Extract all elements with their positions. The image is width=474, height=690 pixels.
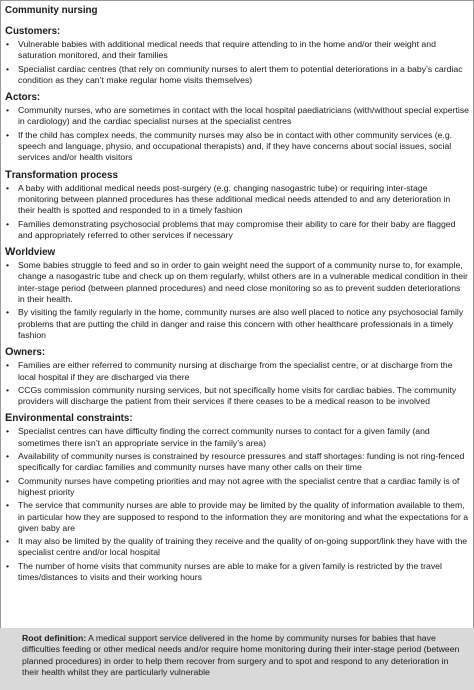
bullet-list bbox=[5, 105, 469, 163]
list-item-text: It may also be limited by the quality of training they receive and the quality of on-going support/link they have with the specialist centre and/or local hospital bbox=[18, 536, 468, 558]
heading-initial: C bbox=[5, 25, 13, 37]
list-item-text: By visiting the family regularly in the home, community nurses are also well placed to notice any psychosocial family problems that are putting the child in danger and raise this concern with other healthcare professionals in a timely fashion bbox=[18, 307, 464, 340]
heading-initial: T bbox=[5, 168, 12, 181]
list-item-text: CCGs commission community nursing services, but not specifically home visits for cardiac babies. The community providers will discharge the patient from their services if there ceases to be a medical reason to be involved bbox=[18, 384, 457, 407]
bullet-icon: • bbox=[6, 129, 10, 140]
section-heading bbox=[5, 246, 469, 259]
list-item-text: A baby with additional medical needs post-surgery (e.g. changing nasogastric tube) or requiring inter-stage monitoring between planned procedures has these additional medical needs attended to and any deterioration in their health is spotted and responded to in a timely fashion bbox=[18, 182, 451, 216]
bullet-list bbox=[5, 39, 469, 86]
section-actors bbox=[5, 91, 469, 163]
list-item-text: Specialist centres can have difficulty finding the correct community nurses to contact for a given family (and sometimes there isn’t an appropriate service in the family’s area) bbox=[18, 426, 430, 448]
list-item-text: Families demonstrating psychosocial problems that may compromise their ability to care for their baby are flagged and appropriately referred to other services if necessary bbox=[18, 218, 456, 240]
bullet-list bbox=[5, 426, 469, 583]
list-item bbox=[5, 426, 469, 449]
list-item-text: Specialist cardiac centres (that rely on community nurses to alert them to potential deteriorations in a baby’s cardiac condition as they can’t make regular home visits themselves) bbox=[18, 63, 463, 85]
list-item bbox=[5, 536, 469, 559]
list-item-text: Community nurses have competing priorities and may not agree with the specialist centre that a cardiac family is of highest priority bbox=[18, 475, 460, 497]
root-definition-box bbox=[0, 628, 474, 690]
list-item-text: Availability of community nurses is constrained by resource pressures and staff shortages: funding is not ring-fenced specifically for cardiac families and community nurses have many other calls on their time bbox=[18, 451, 465, 473]
list-item-text: Families are either referred to community nursing at discharge from the specialist centre, or at discharge from the local hospital if they are discharged via there bbox=[18, 360, 453, 382]
list-item bbox=[5, 64, 469, 87]
bullet-icon: • bbox=[6, 260, 10, 271]
heading-rest: nvironmental constraints: bbox=[12, 413, 133, 425]
root-definition-text: A medical support service delivered in the home by community nurses for babies that have difficulties feeding or other medical needs and/or require home monitoring during their inter-stage period (between planned procedures) in order to help them recover from surgery and to spot and respond to any deterioration in their health whilst they are particularly vulnerable bbox=[22, 633, 460, 677]
heading-rest: ctors: bbox=[12, 92, 41, 104]
list-item-text: Community nurses, who are sometimes in contact with the local hospital paediatricians (with/without special expertise in cardiology) and the cardiac specialist nurses at the specialist centres bbox=[18, 105, 469, 127]
bullet-list bbox=[5, 183, 469, 241]
list-item bbox=[5, 183, 469, 217]
list-item bbox=[5, 500, 469, 534]
list-item-text: Vulnerable babies with additional medical needs that require attending to in the home and/or their weight and saturation monitored, and their families bbox=[18, 39, 436, 61]
heading-initial: O bbox=[5, 346, 14, 359]
list-item-text: Some babies struggle to feed and so in order to gain weight need the support of a community nurse to, for example, change a nasogastric tube and check up on them regularly, whilst others are in a vulnerable medical condition in their inter-stage period (between planned procedures) and need close monitoring so as to prevent sudden deteriorations in their health. bbox=[18, 260, 468, 305]
list-item-text: If the child has complex needs, the community nurses may also be in contact with other community services (e.g. speech and language, physio, and occupational therapists) and, if they have concerns about social issues, social services and/or health visitors bbox=[18, 129, 453, 163]
bullet-icon: • bbox=[6, 475, 10, 486]
bullet-list bbox=[5, 360, 469, 407]
list-item bbox=[5, 451, 469, 474]
bullet-icon: • bbox=[6, 560, 10, 571]
bullet-icon: • bbox=[6, 105, 10, 116]
list-item bbox=[5, 130, 469, 164]
bullet-icon: • bbox=[6, 39, 10, 49]
section-owners bbox=[5, 346, 469, 407]
heading-rest: ustomers: bbox=[12, 26, 61, 37]
section-transformation bbox=[5, 169, 469, 241]
bullet-icon: • bbox=[6, 182, 10, 193]
section-customers bbox=[5, 25, 469, 86]
heading-rest: ransformation process bbox=[11, 169, 118, 181]
bullet-icon: • bbox=[6, 536, 10, 547]
section-heading bbox=[5, 412, 469, 425]
list-item bbox=[5, 105, 469, 128]
root-definition-label: Root definition: bbox=[22, 633, 87, 643]
section-environmental-constraints bbox=[5, 412, 469, 583]
heading-initial: E bbox=[5, 412, 13, 425]
bullet-icon: • bbox=[6, 451, 10, 462]
list-item-text: The service that community nurses are able to provide may be limited by the quality of information available to them, in particular how they are supposed to respond to the information they are monitoring and what the expectations for a given baby are bbox=[18, 500, 469, 533]
section-heading bbox=[5, 346, 469, 359]
heading-initial: W bbox=[5, 246, 16, 259]
section-heading bbox=[5, 169, 469, 182]
bullet-icon: • bbox=[6, 500, 10, 511]
list-item bbox=[5, 219, 469, 242]
bullet-icon: • bbox=[6, 307, 10, 318]
bullet-list bbox=[5, 260, 469, 341]
bullet-icon: • bbox=[6, 360, 10, 371]
list-item bbox=[5, 307, 469, 341]
document-title: Community nursing bbox=[5, 5, 98, 16]
list-item bbox=[5, 39, 469, 62]
list-item bbox=[5, 360, 469, 383]
heading-initial: A bbox=[5, 91, 13, 104]
section-worldview bbox=[5, 246, 469, 341]
heading-rest: orldview bbox=[15, 247, 56, 259]
list-item bbox=[5, 260, 469, 305]
bullet-icon: • bbox=[6, 63, 10, 74]
bullet-icon: • bbox=[6, 218, 10, 229]
bullet-icon: • bbox=[6, 384, 10, 395]
list-item bbox=[5, 561, 469, 584]
section-heading bbox=[5, 25, 469, 38]
heading-rest: wners: bbox=[13, 347, 46, 359]
section-heading bbox=[5, 91, 469, 104]
list-item bbox=[5, 385, 469, 408]
list-item bbox=[5, 476, 469, 499]
bullet-icon: • bbox=[6, 426, 10, 437]
list-item-text: The number of home visits that community nurses are able to make for a given family is restricted by the travel times/distances to visits and their working hours bbox=[18, 560, 442, 582]
